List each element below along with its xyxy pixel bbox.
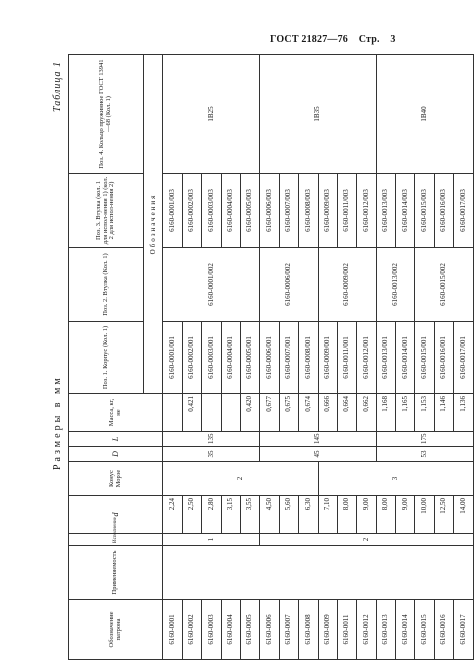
designations-subheader: Обозначения xyxy=(144,55,163,394)
col-execution: Исполнение xyxy=(69,534,163,546)
row-code: 6160-0002 xyxy=(182,600,201,660)
row-pos1: 6160-0001/001 xyxy=(163,322,182,394)
row-mass xyxy=(221,394,240,432)
row-pos1: 6160-0014/001 xyxy=(396,322,415,394)
row-code: 6160-0012 xyxy=(357,600,376,660)
row-pos1: 6160-0003/001 xyxy=(202,322,221,394)
row-mass: 1,165 xyxy=(396,394,415,432)
row-pos3: 6160-0003/003 xyxy=(202,174,221,248)
row-d: 8,00 xyxy=(376,496,395,534)
row-d: 2,50 xyxy=(182,496,201,534)
col-mass: Масса, кг, не xyxy=(69,394,163,432)
pos4-group: 1B35 xyxy=(260,55,376,174)
row-d: 3,15 xyxy=(221,496,240,534)
row-d: 4,50 xyxy=(260,496,279,534)
row-code: 6160-0011 xyxy=(337,600,356,660)
row-pos3: 6160-0007/003 xyxy=(279,174,298,248)
row-pos3: 6160-0005/003 xyxy=(240,174,259,248)
row-code: 6160-0006 xyxy=(260,600,279,660)
row-pos1: 6160-0008/001 xyxy=(299,322,318,394)
L-group: 145 xyxy=(260,432,376,447)
row-d: 7,10 xyxy=(318,496,337,534)
row-pos1: 6160-0002/001 xyxy=(182,322,201,394)
row-pos1: 6160-0017/001 xyxy=(454,322,473,394)
row-mass: 1,146 xyxy=(434,394,453,432)
row-mass: 0,420 xyxy=(240,394,259,432)
row-d: 8,00 xyxy=(337,496,356,534)
col-d: d xyxy=(69,496,163,534)
row-mass: 0,421 xyxy=(182,394,201,432)
pos2-group: 6160-0013/002 xyxy=(376,248,415,322)
col-D: D xyxy=(69,447,163,462)
row-mass: 1,153 xyxy=(415,394,434,432)
row-d: 5,60 xyxy=(279,496,298,534)
header-row xyxy=(69,55,144,660)
cone-group: 2 xyxy=(163,462,318,496)
row-d: 14,00 xyxy=(454,496,473,534)
row-pos3: 6160-0013/003 xyxy=(376,174,395,248)
row-code: 6160-0005 xyxy=(240,600,259,660)
pos4-group: 1B25 xyxy=(163,55,260,174)
col-pos2: Поз. 2. Втулка (Кол. 1) xyxy=(69,248,144,322)
row-d: 2,24 xyxy=(163,496,182,534)
col-designation: Обозначение патрона xyxy=(69,600,163,660)
row-mass xyxy=(202,394,221,432)
row-pos1: 6160-0007/001 xyxy=(279,322,298,394)
page-header xyxy=(270,34,396,45)
pos2-group: 6160-0006/002 xyxy=(260,248,318,322)
table-title: Таблица 1 xyxy=(52,61,63,112)
row-pos3: 6160-0004/003 xyxy=(221,174,240,248)
row-code: 6160-0014 xyxy=(396,600,415,660)
row-d: 9,00 xyxy=(396,496,415,534)
table-row xyxy=(163,55,182,660)
row-d: 3,55 xyxy=(240,496,259,534)
row-pos1: 6160-0011/001 xyxy=(337,322,356,394)
row-mass: 0,662 xyxy=(357,394,376,432)
row-mass xyxy=(163,394,182,432)
row-pos3: 6160-0001/003 xyxy=(163,174,182,248)
page-label: Стр. xyxy=(358,34,380,45)
row-code: 6160-0008 xyxy=(299,600,318,660)
L-group: 175 xyxy=(376,432,473,447)
row-pos1: 6160-0012/001 xyxy=(357,322,376,394)
L-group: 135 xyxy=(163,432,260,447)
D-group: 53 xyxy=(376,447,473,462)
row-pos1: 6160-0005/001 xyxy=(240,322,259,394)
row-d: 9,00 xyxy=(357,496,376,534)
col-pos4: Поз. 4. Кольцо пружинное ГОСТ 13941—68 (Кол. 1) xyxy=(69,55,144,174)
row-pos3: 6160-0008/003 xyxy=(299,174,318,248)
rotated-document xyxy=(52,55,467,660)
row-pos3: 6160-0015/003 xyxy=(415,174,434,248)
row-mass: 0,675 xyxy=(279,394,298,432)
row-code: 6160-0004 xyxy=(221,600,240,660)
row-pos3: 6160-0012/003 xyxy=(357,174,376,248)
row-code: 6160-0007 xyxy=(279,600,298,660)
row-mass: 0,664 xyxy=(337,394,356,432)
col-pos3: Поз. 3. Втулка (кол. 1 для испол-нения 1) (кол. 2 для испол-нения 2) xyxy=(69,174,144,248)
row-pos1: 6160-0009/001 xyxy=(318,322,337,394)
row-mass: 0,666 xyxy=(318,394,337,432)
page-number: 3 xyxy=(390,34,396,45)
row-pos3: 6160-0006/003 xyxy=(260,174,279,248)
row-d: 10,00 xyxy=(415,496,434,534)
row-pos1: 6160-0015/001 xyxy=(415,322,434,394)
dimensions-title: Размеры в мм xyxy=(52,375,63,470)
D-group: 35 xyxy=(163,447,260,462)
row-mass: 0,677 xyxy=(260,394,279,432)
row-code: 6160-0015 xyxy=(415,600,434,660)
D-group: 45 xyxy=(260,447,376,462)
row-pos3: 6160-0014/003 xyxy=(396,174,415,248)
row-pos3: 6160-0016/003 xyxy=(434,174,453,248)
col-L: L xyxy=(69,432,163,447)
col-cone: Конус Морзе xyxy=(69,462,163,496)
execution-group: 1 xyxy=(163,534,260,546)
row-code: 6160-0001 xyxy=(163,600,182,660)
row-code: 6160-0016 xyxy=(434,600,453,660)
row-pos3: 6160-0002/003 xyxy=(182,174,201,248)
row-code: 6160-0017 xyxy=(454,600,473,660)
pos2-group: 6160-0009/002 xyxy=(318,248,376,322)
cone-group: 3 xyxy=(318,462,473,496)
row-mass: 0,674 xyxy=(299,394,318,432)
pos2-group: 6160-0015/002 xyxy=(415,248,473,322)
gost-number: ГОСТ 21827—76 xyxy=(270,34,349,45)
pos2-group: 6160-0001/002 xyxy=(163,248,260,322)
row-d: 2,80 xyxy=(202,496,221,534)
row-mass: 1,168 xyxy=(376,394,395,432)
spec-table xyxy=(68,54,474,660)
row-code: 6160-0009 xyxy=(318,600,337,660)
execution-group: 2 xyxy=(260,534,473,546)
row-pos1: 6160-0016/001 xyxy=(434,322,453,394)
col-applicability: Применяемость xyxy=(69,546,163,600)
row-pos1: 6160-0013/001 xyxy=(376,322,395,394)
row-code: 6160-0003 xyxy=(202,600,221,660)
row-pos3: 6160-0011/003 xyxy=(337,174,356,248)
row-pos1: 6160-0004/001 xyxy=(221,322,240,394)
col-pos1: Поз. 1. Корпус (Кол. 1) xyxy=(69,322,144,394)
applicability-cell xyxy=(163,546,473,600)
row-mass: 1,136 xyxy=(454,394,473,432)
row-pos1: 6160-0006/001 xyxy=(260,322,279,394)
row-d: 12,50 xyxy=(434,496,453,534)
pos4-group: 1B40 xyxy=(376,55,473,174)
row-pos3: 6160-0009/003 xyxy=(318,174,337,248)
row-pos3: 6160-0017/003 xyxy=(454,174,473,248)
row-d: 6,30 xyxy=(299,496,318,534)
row-code: 6160-0013 xyxy=(376,600,395,660)
